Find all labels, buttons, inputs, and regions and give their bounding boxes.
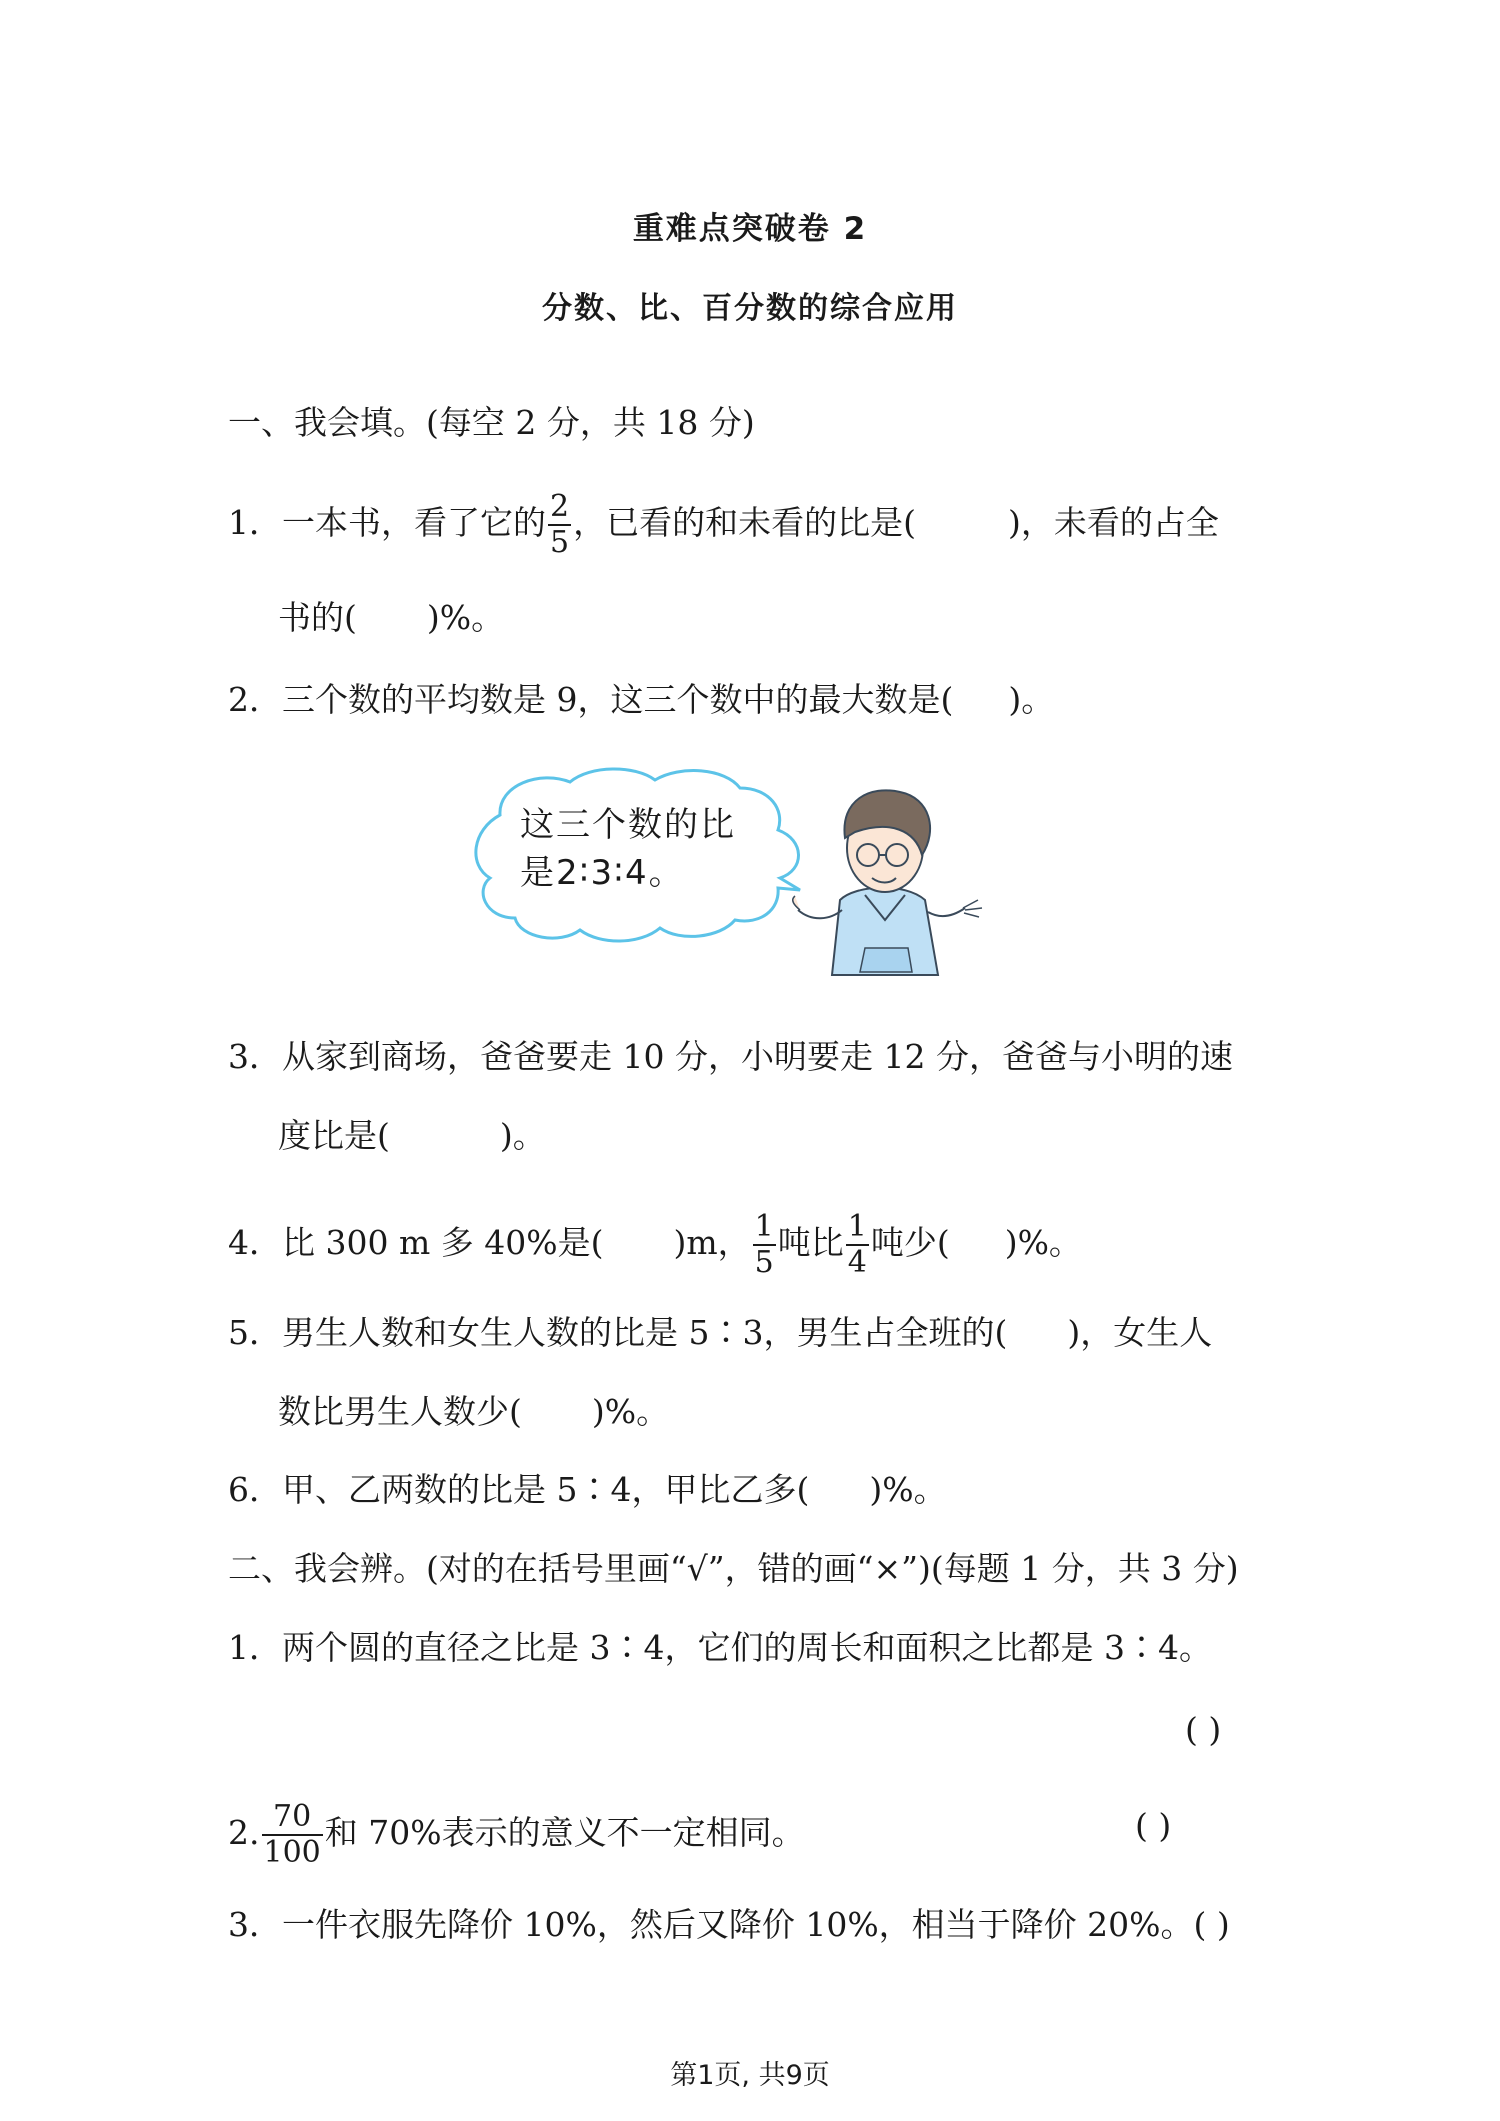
question-text: )，未看的占全 xyxy=(1007,503,1219,542)
question-text: ，已看的和未看的比是( xyxy=(573,503,916,542)
question-text: 比 300 m 多 40%是( xyxy=(282,1223,604,1262)
page-number: 第1页, 共9页 xyxy=(670,2060,830,2091)
question-number: 4． xyxy=(228,1223,282,1262)
question-number: 6． xyxy=(228,1470,282,1509)
question-2-2 xyxy=(228,1800,805,1870)
question-1-5 xyxy=(228,1313,1212,1353)
question-number: 1． xyxy=(228,1628,282,1667)
question-text: )m， xyxy=(673,1223,751,1262)
section1-heading: 一、我会填。(每空 2 分，共 18 分) xyxy=(228,403,755,442)
question-1-3-line2 xyxy=(278,1116,546,1156)
page-title: 重难点突破卷 2 xyxy=(632,211,868,247)
question-1-3 xyxy=(228,1037,1233,1077)
question-2-3 xyxy=(228,1905,1230,1945)
question-number: 1． xyxy=(228,503,282,542)
question-text: )。 xyxy=(499,1116,546,1155)
question-text: 甲、乙两数的比是 5∶4，甲比乙多( xyxy=(282,1470,810,1509)
answer-bracket[interactable]: ( ) xyxy=(1193,1905,1230,1944)
speech-bubble-line1: 这三个数的比 xyxy=(520,805,736,845)
question-text: )，女生人 xyxy=(1067,1313,1213,1352)
fraction-2-5: $\frac{2}{5}$ xyxy=(550,489,570,560)
question-text: 数比男生人数少( xyxy=(278,1392,522,1431)
question-1-1 xyxy=(228,490,1219,560)
section2-heading: 二、我会辨。(对的在括号里画“√”，错的画“×”)(每题 1 分，共 3 分) xyxy=(228,1549,1239,1588)
question-text: 吨比 xyxy=(777,1223,844,1262)
fraction-1-4: $\frac{1}{4}$ xyxy=(847,1209,867,1280)
answer-bracket[interactable]: ( ) xyxy=(1135,1806,1172,1845)
question-text: 男生人数和女生人数的比是 5∶3，男生占全班的( xyxy=(282,1313,1008,1352)
question-number: 3． xyxy=(228,1905,282,1944)
question-1-6 xyxy=(228,1470,947,1510)
question-text: )。 xyxy=(1008,680,1055,719)
question-1-5-line2 xyxy=(278,1392,669,1432)
fraction-70-100: $\frac{70}{100}$ xyxy=(263,1799,321,1870)
question-text: 度比是( xyxy=(278,1116,390,1155)
question-text: 三个数的平均数是 9，这三个数中的最大数是( xyxy=(282,680,954,719)
question-text: 和 70%表示的意义不一定相同。 xyxy=(324,1813,805,1852)
fraction-1-5: $\frac{1}{5}$ xyxy=(754,1209,774,1280)
question-text: 书的( xyxy=(278,598,357,637)
question-text: 两个圆的直径之比是 3∶4，它们的周长和面积之比都是 3∶4。 xyxy=(282,1628,1212,1667)
question-1-1-line2 xyxy=(278,598,504,638)
question-text: )%。 xyxy=(591,1392,670,1431)
question-number: 5． xyxy=(228,1313,282,1352)
question-text: 吨少( xyxy=(870,1223,950,1262)
question-text: 一本书，看了它的 xyxy=(282,503,546,542)
question-text: )%。 xyxy=(426,598,505,637)
question-1-2 xyxy=(228,680,1054,720)
question-text: )%。 xyxy=(1004,1223,1082,1262)
question-text: )%。 xyxy=(869,1470,947,1509)
page-subtitle: 分数、比、百分数的综合应用 xyxy=(542,291,958,326)
question-number: 2. xyxy=(228,1813,260,1852)
question-1-4 xyxy=(228,1210,1082,1280)
speech-bubble-line2: 是2∶3∶4。 xyxy=(520,853,685,893)
answer-bracket[interactable]: ( ) xyxy=(1185,1710,1222,1749)
question-text: 从家到商场，爸爸要走 10 分，小明要走 12 分，爸爸与小明的速 xyxy=(282,1037,1233,1076)
question-number: 3． xyxy=(228,1037,282,1076)
question-2-1 xyxy=(228,1628,1212,1668)
question-number: 2． xyxy=(228,680,282,719)
question-text: 一件衣服先降价 10%，然后又降价 10%，相当于降价 20%。 xyxy=(282,1905,1194,1944)
